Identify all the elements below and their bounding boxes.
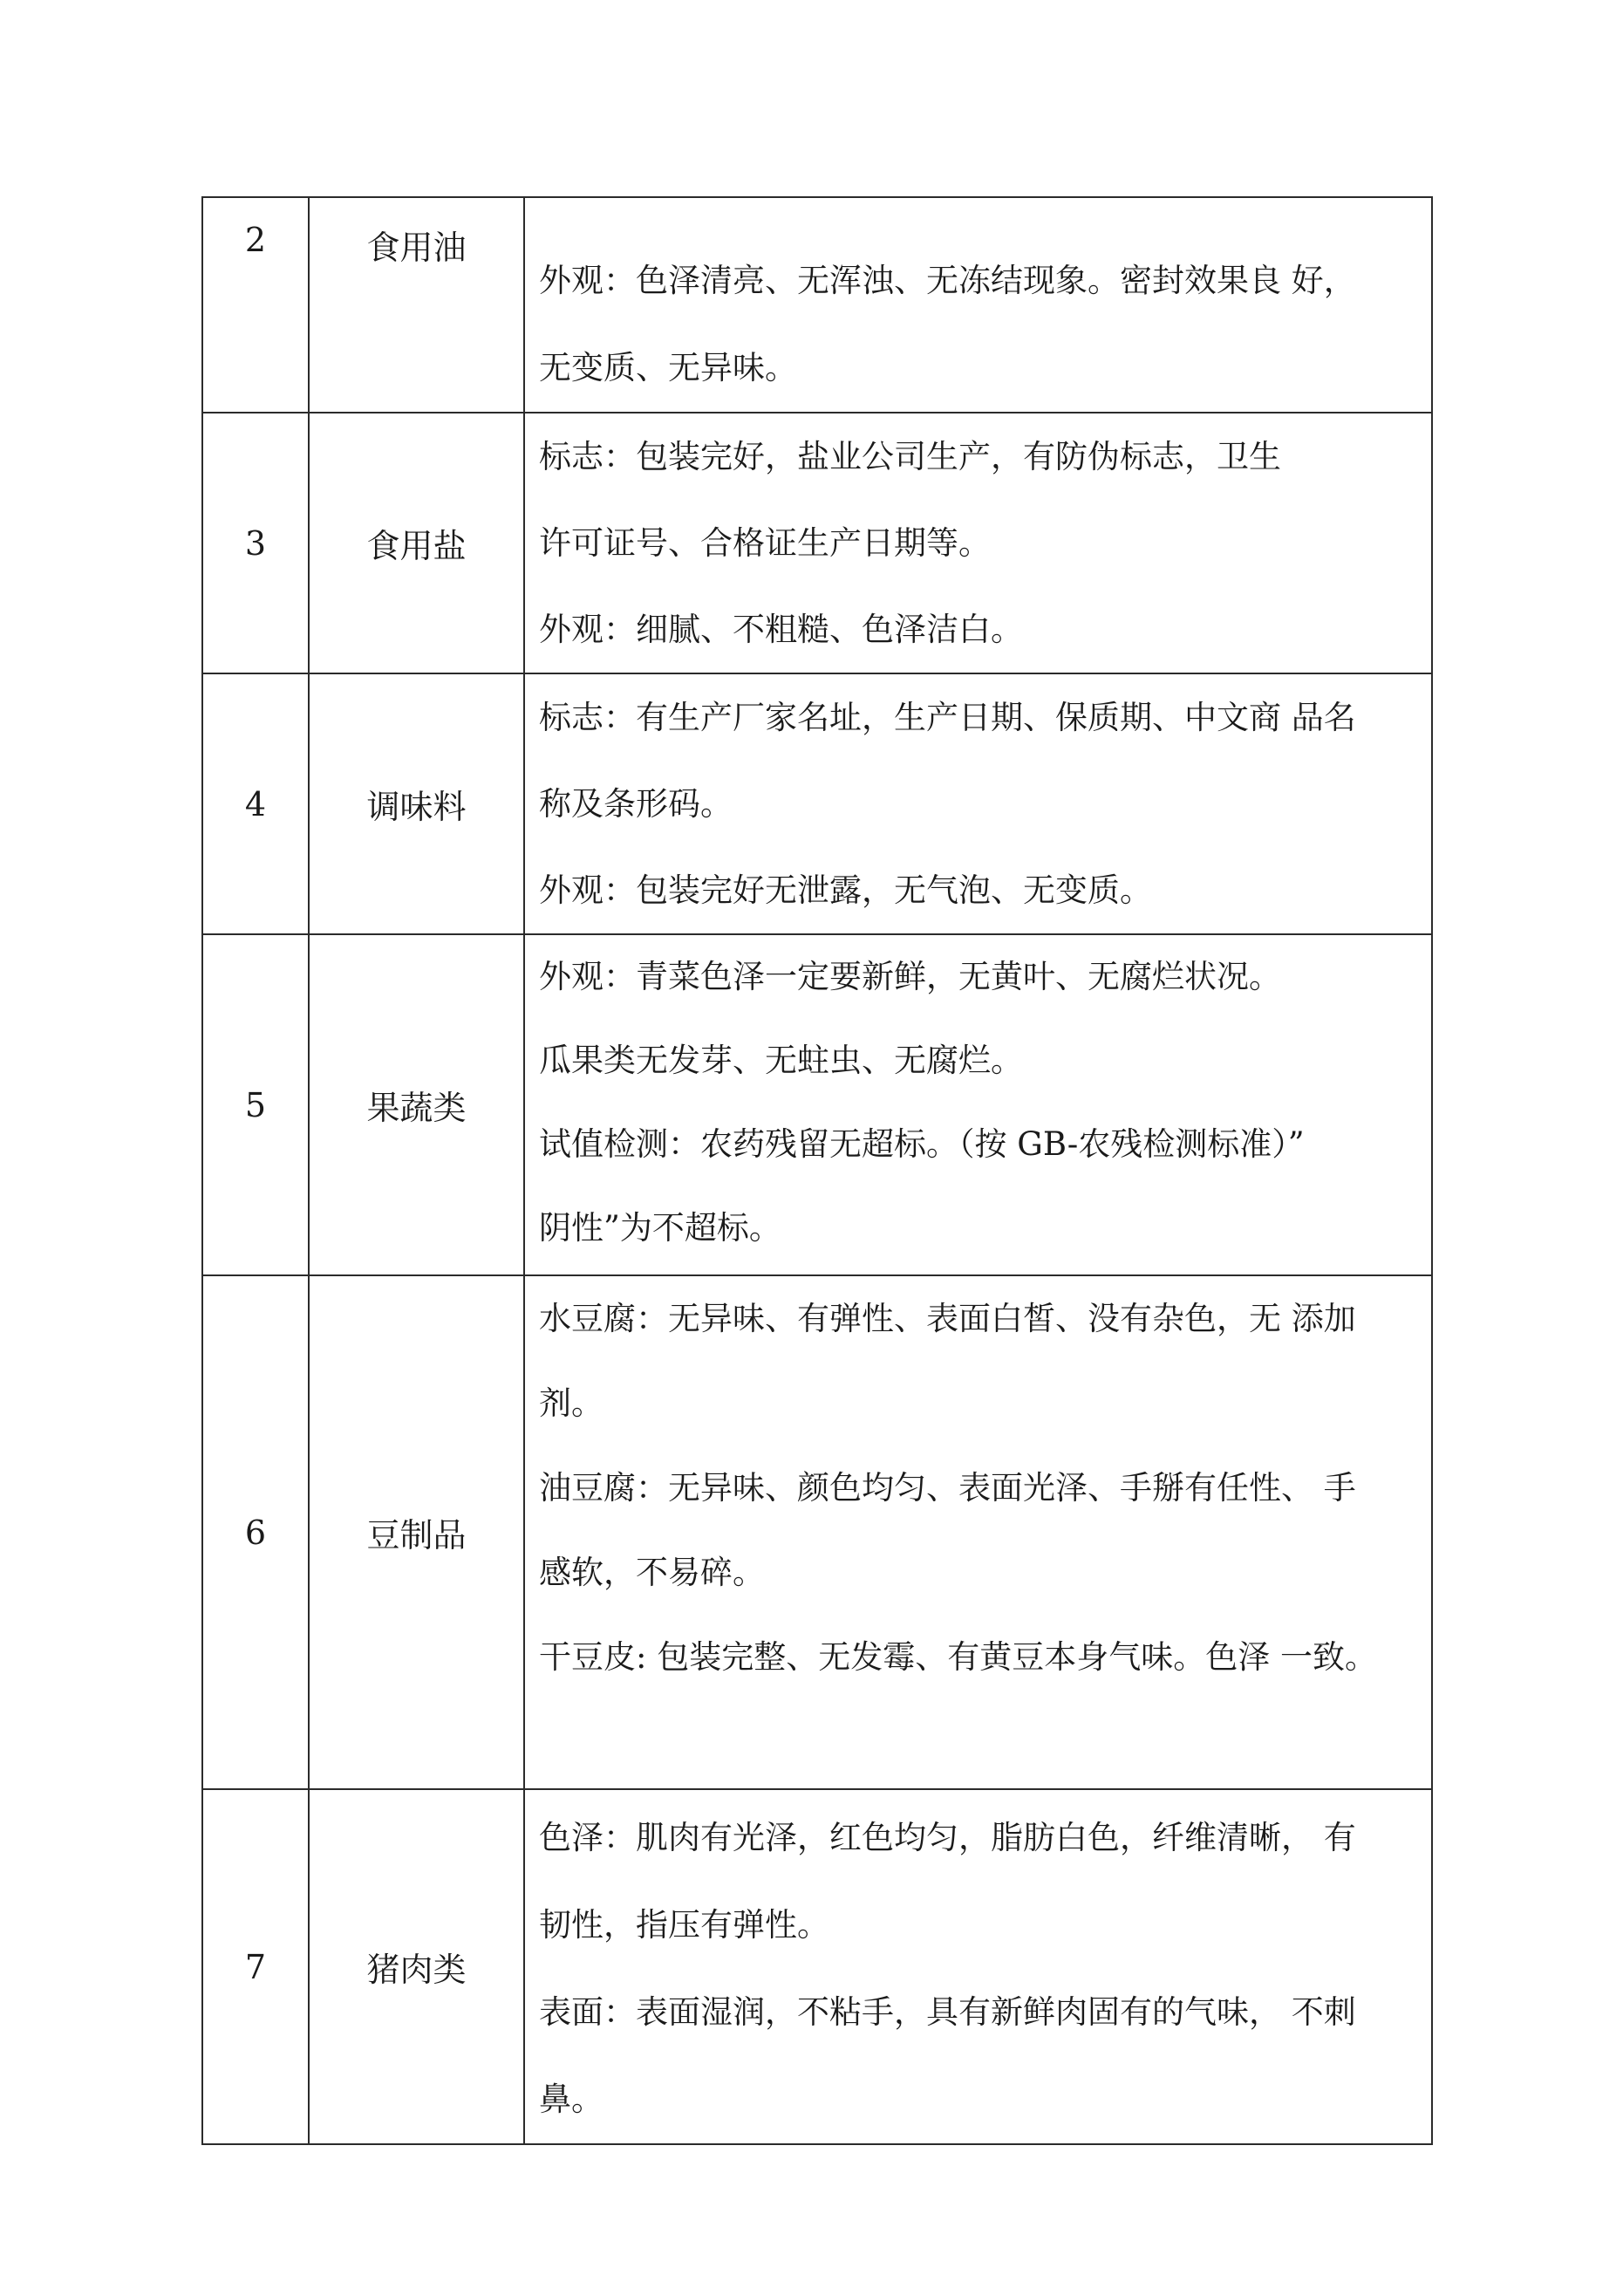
row-number: 5: [244, 1085, 267, 1124]
item-requirements-cell: [524, 1275, 1432, 1789]
inspection-standards-table: [201, 196, 1433, 2145]
requirement-line: 鼻。: [539, 2081, 604, 2118]
requirement-line: 外观：细腻、不粗糙、色泽洁白。: [539, 611, 1023, 648]
table-row: [202, 1789, 1432, 2144]
item-requirements-cell: [524, 1789, 1432, 2144]
requirement-line: 感软，不易碎。: [539, 1554, 765, 1591]
row-number-cell: [202, 1789, 309, 2144]
requirement-line: 瓜果类无发芽、无蛀虫、无腐烂。: [539, 1042, 1023, 1079]
item-name: 调味料: [366, 788, 467, 826]
item-name-cell: [309, 413, 524, 673]
item-name-cell: [309, 1789, 524, 2144]
item-name: 食用盐: [366, 527, 467, 565]
requirement-line: 许可证号、合格证生产日期等。: [539, 524, 991, 562]
item-name-cell: [309, 934, 524, 1275]
item-name: 豆制品: [366, 1516, 467, 1555]
row-number-cell: [202, 1275, 309, 1789]
requirement-line: 色泽：肌肉有光泽，红色均匀，脂肪白色，纤维清晰， 有: [539, 1819, 1356, 1856]
row-number-cell: [202, 934, 309, 1275]
requirement-line: 标志：有生产厂家名址，生产日期、保质期、中文商 品名: [539, 699, 1356, 736]
row-number: 4: [244, 784, 267, 823]
row-number: 2: [244, 221, 267, 259]
requirement-line: 标志：包装完好，盐业公司生产，有防伪标志，卫生: [539, 438, 1281, 475]
requirement-line: 称及条形码。: [539, 785, 733, 823]
item-requirements-cell: [524, 673, 1432, 934]
table-row: [202, 673, 1432, 934]
table-row: [202, 197, 1432, 413]
item-name-cell: [309, 197, 524, 413]
table-row: [202, 934, 1432, 1275]
requirement-line: 外观：青菜色泽一定要新鲜，无黄叶、无腐烂状况。: [539, 958, 1281, 995]
item-name-cell: [309, 673, 524, 934]
row-number: 7: [244, 1947, 267, 1986]
requirement-line: 试值检测：农药残留无超标。（按 GB-农残检测标准）”: [539, 1125, 1305, 1163]
row-number-cell: [202, 413, 309, 673]
requirement-line: 油豆腐：无异味、颜色均匀、表面光泽、手掰有任性、 手: [539, 1469, 1356, 1507]
requirement-line: 干豆皮: 包装完整、无发霉、有黄豆本身气味。色泽 一致。: [539, 1638, 1377, 1676]
requirement-line: 水豆腐：无异味、有弹性、表面白皙、没有杂色，无 添加: [539, 1300, 1356, 1337]
requirement-line: 韧性，指压有弹性。: [539, 1906, 829, 1944]
table-row: [202, 413, 1432, 673]
requirement-line: 剂。: [539, 1384, 604, 1422]
requirement-line: 外观：色泽清亮、无浑浊、无冻结现象。密封效果良 好，: [539, 262, 1356, 299]
item-name: 果蔬类: [366, 1089, 467, 1127]
requirement-line: 表面：表面湿润，不粘手，具有新鲜肉固有的气味， 不刺: [539, 1993, 1356, 2031]
item-name: 食用油: [366, 229, 467, 267]
requirement-line: 外观：包装完好无泄露，无气泡、无变质。: [539, 871, 1152, 909]
item-requirements-cell: [524, 934, 1432, 1275]
item-name: 猪肉类: [366, 1951, 467, 1989]
item-requirements-cell: [524, 413, 1432, 673]
item-name-cell: [309, 1275, 524, 1789]
row-number: 3: [244, 523, 267, 563]
row-number: 6: [244, 1513, 267, 1552]
item-requirements-cell: [524, 197, 1432, 413]
table-row: [202, 1275, 1432, 1789]
row-number-cell: [202, 673, 309, 934]
requirement-line: 无变质、无异味。: [539, 349, 797, 386]
requirement-line: 阴性”为不超标。: [539, 1209, 781, 1247]
row-number-cell: [202, 197, 309, 413]
